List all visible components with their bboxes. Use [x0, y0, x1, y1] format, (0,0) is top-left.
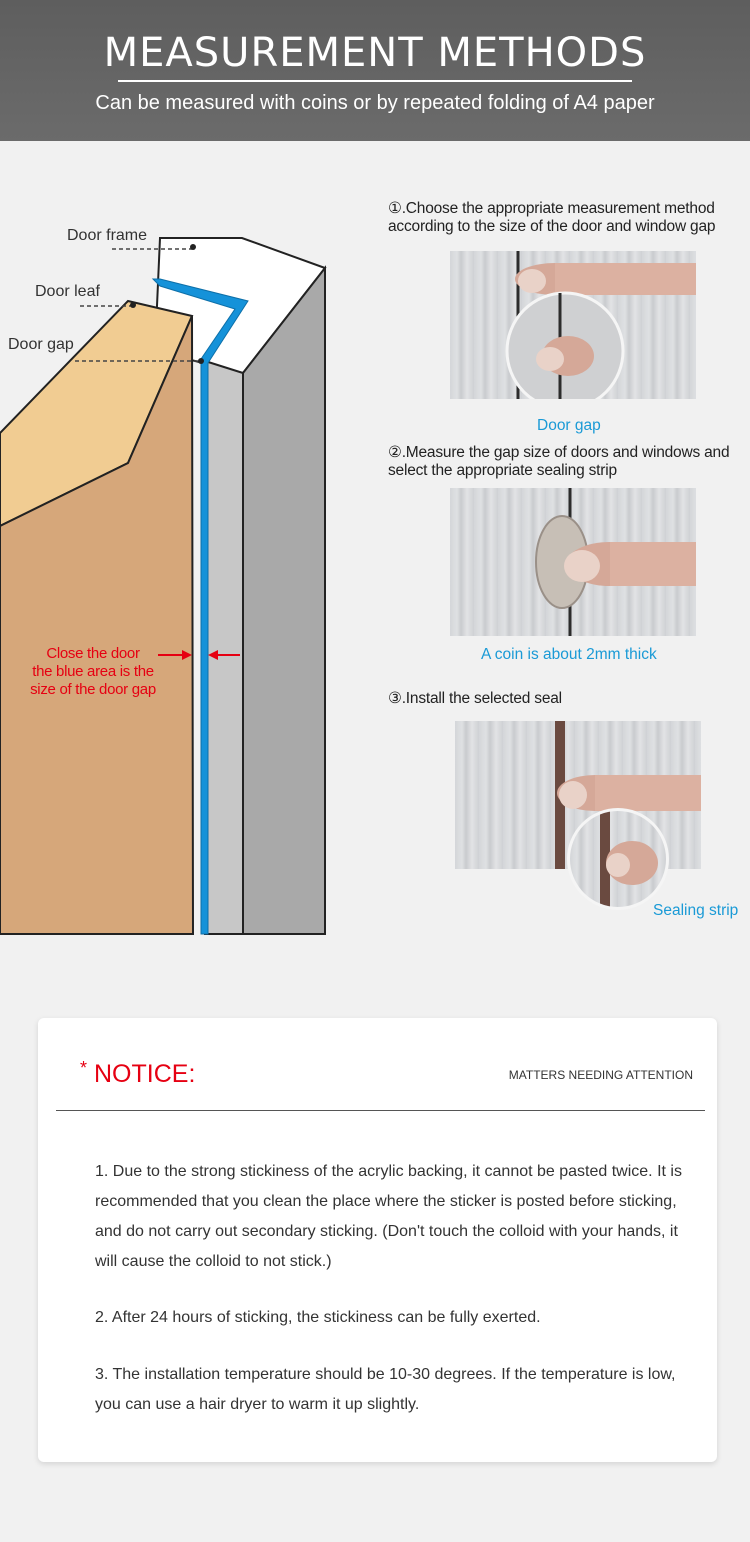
door-leaf-marker: [130, 302, 136, 308]
notice-title: NOTICE:: [94, 1060, 196, 1088]
note-line-2: the blue area is the: [32, 663, 154, 680]
notice-star: *: [80, 1058, 88, 1078]
step-2-photo-image: [450, 488, 696, 636]
label-door-leaf: Door leaf: [35, 283, 100, 300]
door-gap-marker: [198, 358, 204, 364]
label-door-gap: Door gap: [8, 336, 74, 353]
step-1-photo-image: [450, 251, 696, 399]
step-3-zoom-image: [570, 811, 666, 907]
step-2-caption: A coin is about 2mm thick: [481, 646, 657, 663]
notice-item-2: 2. After 24 hours of sticking, the stickiness can be fully exerted.: [95, 1309, 541, 1326]
step-2-photo: [450, 488, 696, 636]
step-3-text: ③.Install the selected seal: [388, 690, 562, 707]
notice-subtitle: MATTERS NEEDING ATTENTION: [508, 1068, 693, 1082]
door-gap-note: [18, 645, 168, 699]
step-1-caption: Door gap: [537, 417, 601, 434]
step-1-text: ①.Choose the appropriate measurement method according to the size of the door and window gap: [388, 200, 716, 235]
note-line-3: size of the door gap: [30, 681, 156, 698]
label-door-frame: Door frame: [67, 227, 148, 244]
notice-item-3: 3. The installation temperature should be 10-30 degrees. If the temperature is low, you can use a hair dryer to warm it up slightly.: [95, 1366, 676, 1413]
note-line-1: Close the door: [46, 645, 140, 662]
door-frame-marker: [190, 244, 196, 250]
step-3-caption: Sealing strip: [653, 902, 739, 919]
step-3-zoom-circle: [567, 808, 669, 910]
title-underline: [118, 80, 632, 82]
door-frame-front: [205, 361, 243, 934]
notice-divider: [56, 1110, 705, 1111]
header-banner: [0, 0, 750, 141]
page-title: MEASUREMENT METHODS: [103, 30, 647, 76]
door-frame-side: [243, 268, 325, 934]
page-subtitle: Can be measured with coins or by repeated folding of A4 paper: [95, 92, 655, 114]
step-1-photo: [450, 251, 696, 399]
notice-item-1: 1. Due to the strong stickiness of the acrylic backing, it cannot be pasted twice. It is recommended that you clean the place where the sticker is posted before sticking, and do not carry out secondary sticking. (Don't touch the colloid with your hands, it will cause the colloid to not stick.): [95, 1163, 682, 1270]
notice-card: [38, 1018, 717, 1462]
step-2-text: ②.Measure the gap size of doors and windows and select the appropriate sealing strip: [388, 444, 730, 479]
